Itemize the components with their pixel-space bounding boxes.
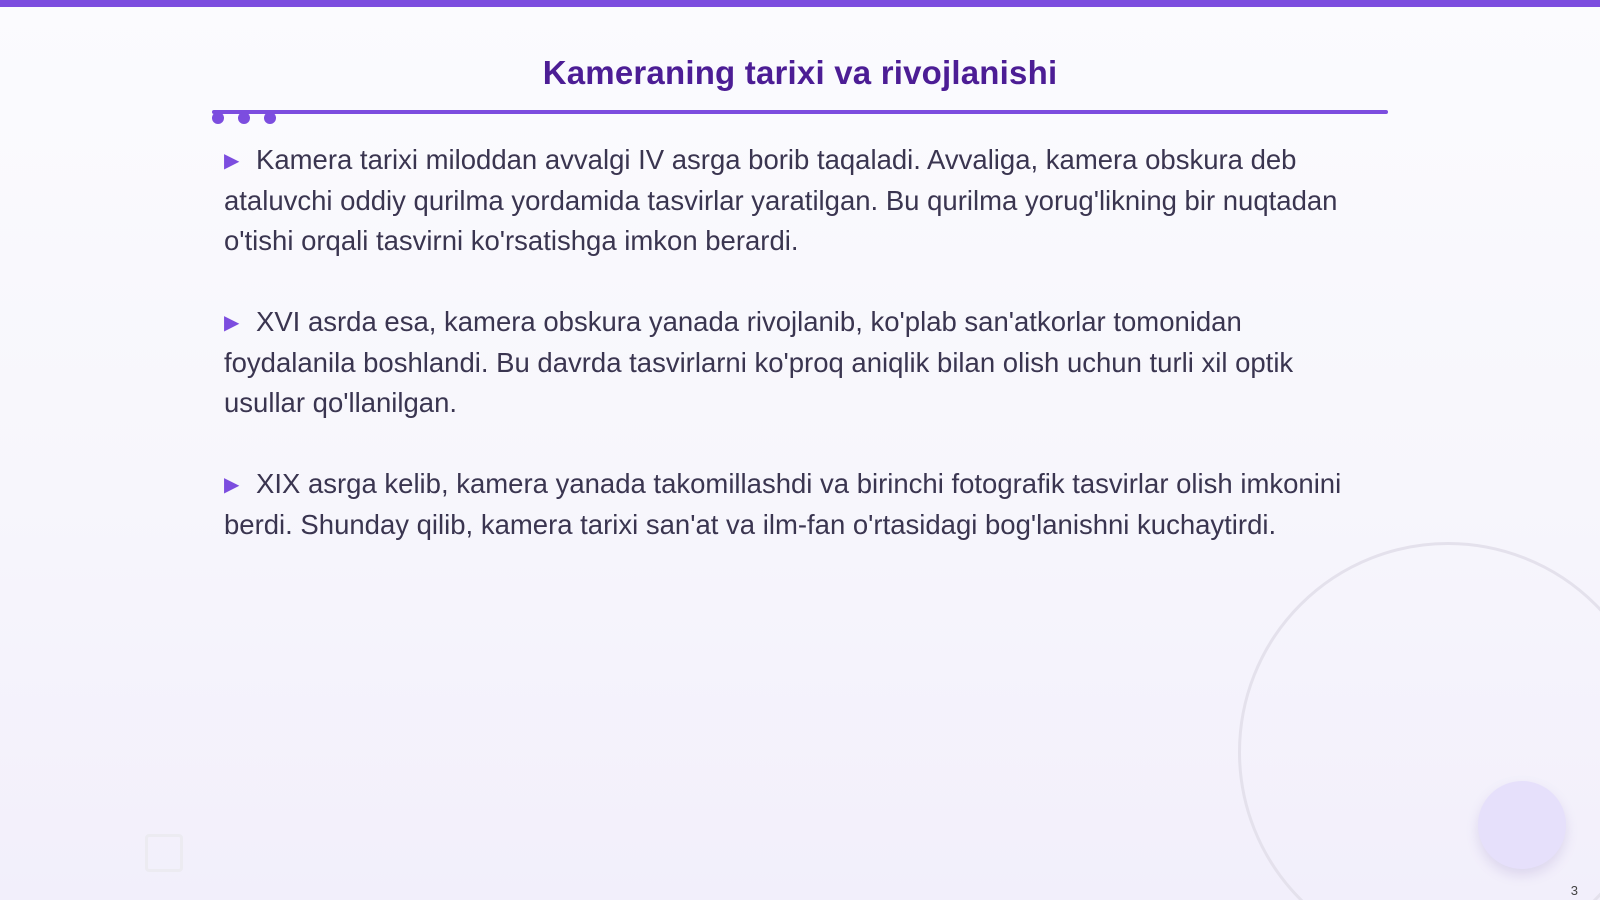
slide-title: Kameraning tarixi va rivojlanishi <box>542 54 1058 91</box>
triangle-bullet-icon: ▶ <box>224 312 240 334</box>
decorative-square <box>145 834 183 872</box>
bullet-item <box>224 302 1374 423</box>
title-underline <box>212 110 1388 114</box>
bullet-text: XVI asrda esa, kamera obskura yanada rivojlanib, ko'plab san'atkorlar tomonidan foydalanila boshlandi. Bu davrda tasvirlarni ko'proq aniqlik bilan olish uchun turli xil optik usullar qo'llanilgan. <box>224 306 1294 418</box>
bullet-item <box>224 464 1374 545</box>
bullet-text: XIX asrga kelib, kamera yanada takomillashdi va birinchi fotografik tasvirlar olish imkonini berdi. Shunday qilib, kamera tarixi san'at va ilm-fan o'rtasidagi bog'lanishni kuchaytirdi. <box>224 468 1342 540</box>
page-number: 3 <box>1570 883 1578 898</box>
bullet-item <box>224 140 1374 261</box>
title-underline-dots <box>212 112 282 126</box>
decor-dot <box>238 112 250 124</box>
top-accent-bar <box>0 0 1600 7</box>
decorative-circle <box>1478 781 1566 869</box>
bullet-list <box>224 140 1374 586</box>
decor-dot <box>212 112 224 124</box>
bullet-text: Kamera tarixi miloddan avvalgi IV asrga borib taqaladi. Avvaliga, kamera obskura deb ataluvchi oddiy qurilma yordamida tasvirlar yaratilgan. Bu qurilma yorug'likning bir nuqtadan o'tishi orqali tasvirni ko'rsatishga imkon berardi. <box>224 144 1338 256</box>
triangle-bullet-icon: ▶ <box>224 150 240 172</box>
decor-dot <box>264 112 276 124</box>
triangle-bullet-icon: ▶ <box>224 474 240 496</box>
